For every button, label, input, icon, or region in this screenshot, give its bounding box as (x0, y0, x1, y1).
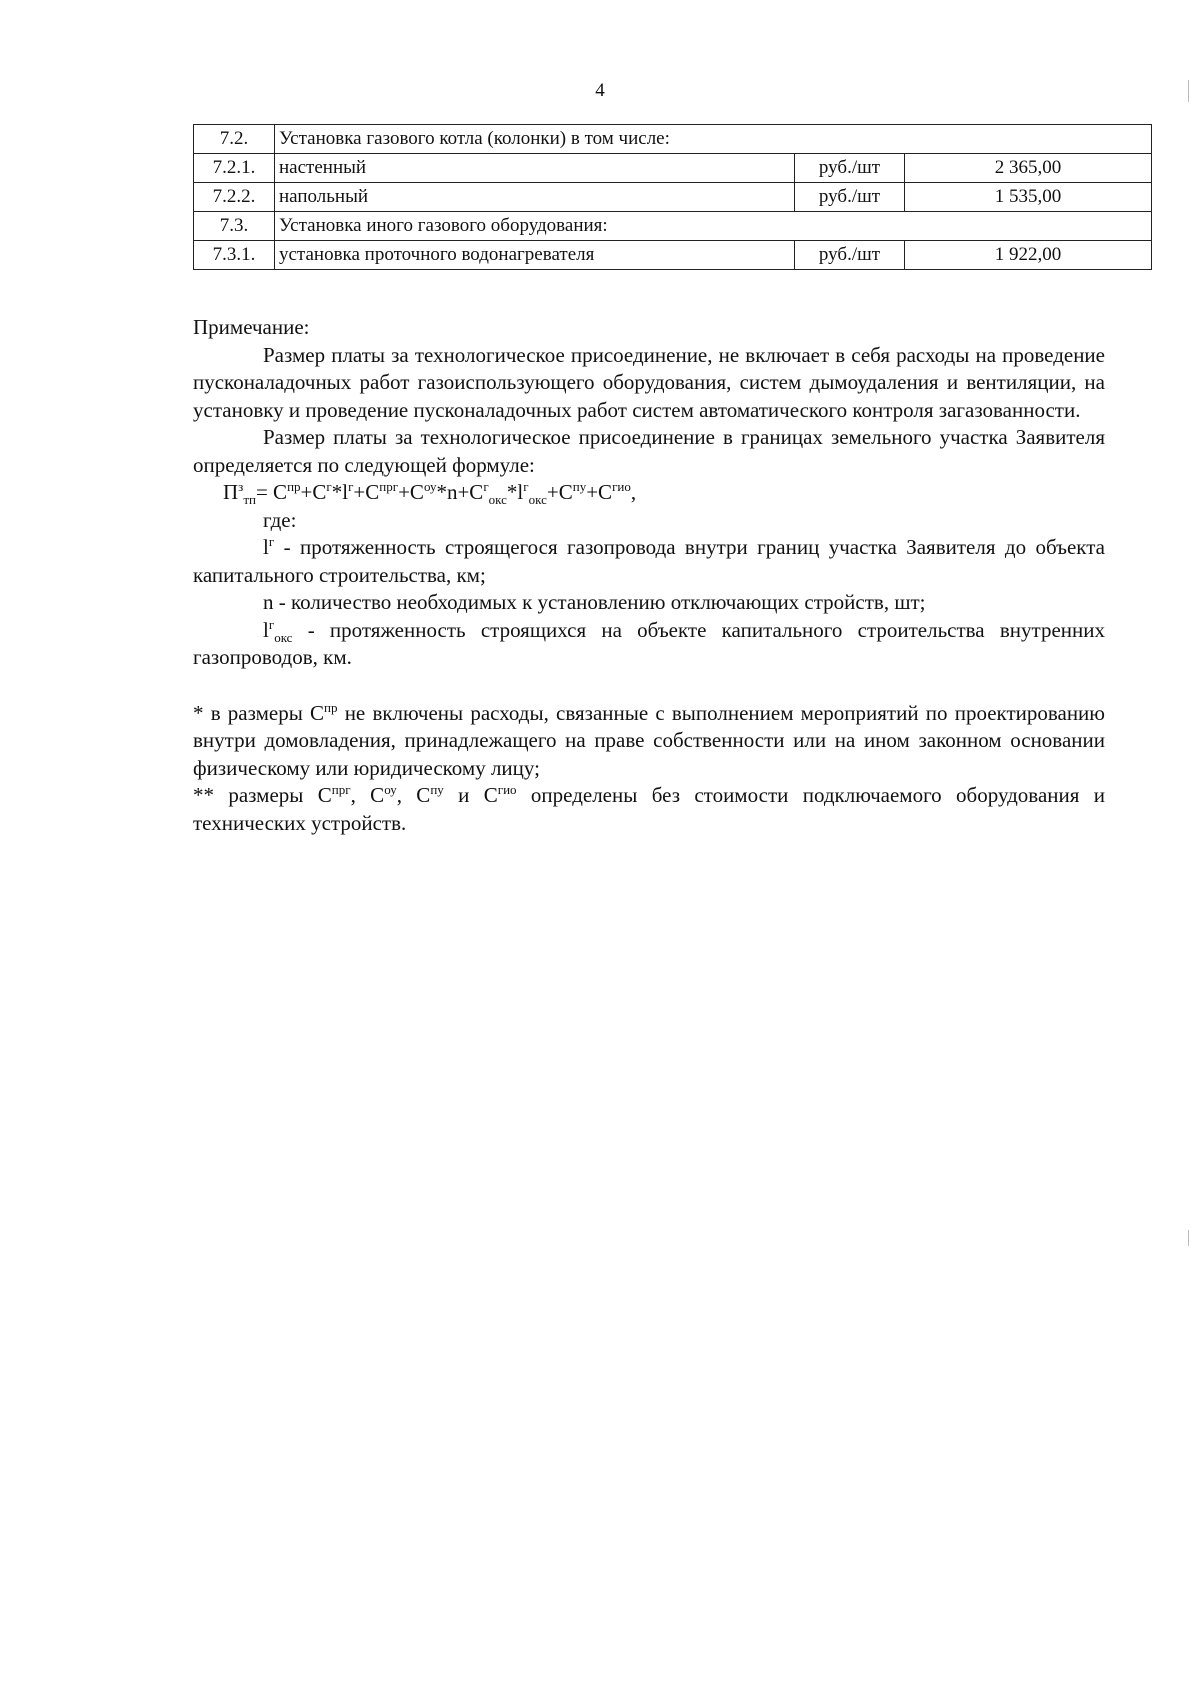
row-service-name: Установка газового котла (колонки) в том числе: (275, 125, 1152, 154)
definition-n: n - количество необходимых к установлению отключающих стройств, шт; (263, 590, 926, 614)
price-table (193, 124, 1152, 270)
row-price: 2 365,00 (905, 154, 1152, 183)
row-service-name: установка проточного водонагревателя (275, 241, 795, 270)
table-row (194, 183, 1152, 212)
definition-loks: $l^г_{окс}$ - протяженность строящихся на объекте капитального строительства внутренних газопроводов, км. (193, 616, 1105, 669)
footnote-1: * в размеры $С^{пр}$ не включены расходы, связанные с выполнением мероприятий по проектированию внутри домовладения, принадлежащего на праве собственности или на ином законном основании физическому или юридическому лицу; (193, 699, 1105, 780)
note-paragraph-1: Размер платы за технологическое присоединение, не включает в себя расходы на проведение пусконаладочных работ газоиспользующего оборудования, систем дымоудаления и вентиляции, на установку и проведение пусконаладочных работ систем автоматического контроля загазованности. (193, 342, 1105, 422)
page-number: 4 (595, 80, 605, 101)
table-row (194, 241, 1152, 270)
notes-section (193, 314, 1105, 837)
footnote-2: ** размеры $С^{прг}$, $С^{оу}$, $С^{пу}$ и $С^{гио}$ определены без стоимости подключаемого оборудования и технических устройств. (193, 782, 1106, 835)
row-service-name: настенный (275, 154, 795, 183)
row-unit: руб./шт (795, 154, 905, 183)
row-unit: руб./шт (795, 241, 905, 270)
scan-margin-mark (1188, 1230, 1189, 1246)
fee-formula: $П^з_{тп}= С^{пр}+С^г*l^г+С^{прг}+С^{оу}*n+С^г_{окс}*l^г_{окс}+С^{пу}+С^{гио}$, (223, 479, 637, 508)
note-heading: Примечание: (193, 315, 310, 339)
row-price: 1 535,00 (905, 183, 1152, 212)
where-label: где: (263, 507, 297, 532)
row-number: 7.2.2. (194, 183, 275, 212)
table-row (194, 212, 1152, 241)
row-number: 7.3.1. (194, 241, 275, 270)
row-price: 1 922,00 (905, 241, 1152, 270)
row-number: 7.3. (194, 212, 275, 241)
row-unit: руб./шт (795, 183, 905, 212)
note-paragraph-2: Размер платы за технологическое присоединение в границах земельного участка Заявителя определяется по следующей формуле: (193, 425, 1105, 477)
definition-lg: $l^г$ - протяженность строящегося газопровода внутри границ участка Заявителя до объекта капитального строительства, км; (193, 534, 1105, 587)
scan-margin-mark (1188, 80, 1189, 102)
table-row (194, 154, 1152, 183)
table-row (194, 125, 1152, 154)
row-service-name: напольный (275, 183, 795, 212)
row-service-name: Установка иного газового оборудования: (275, 212, 1152, 241)
row-number: 7.2. (194, 125, 275, 154)
row-number: 7.2.1. (194, 154, 275, 183)
